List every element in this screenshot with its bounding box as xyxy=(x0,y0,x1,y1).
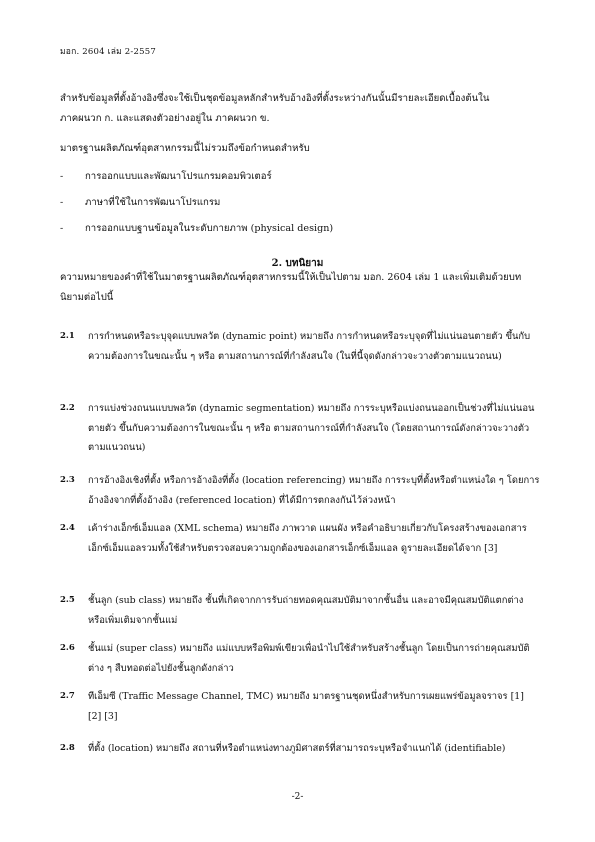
standard-reference-header: มอก. 2604 เล่ม 2-2557 xyxy=(60,47,156,57)
bullet-dash: - xyxy=(60,223,64,234)
section-intro-line-2: นิยามต่อไปนี้ xyxy=(60,292,114,303)
definition-text: การแบ่งช่วงถนนแบบพลวัต (dynamic segmentation) หมายถึง การระบุหรือแบ่งถนนออกเป็นช่วงที่ไม่แน่นอนตายตัว ขึ้นกับความต้องการในขณะนั้น ๆ หรือ ตามสถานการณ์ที่กำลังสนใจ (โดยสถานการณ์ดังกล่าวจะวางตัวตามแนวถนน) xyxy=(88,403,535,453)
page-number: -2- xyxy=(291,792,304,802)
definition-number: 2.3 xyxy=(60,475,75,485)
definition-number: 2.8 xyxy=(60,743,75,753)
definition-text: เค้าร่างเอ็กซ์เอ็มแอล (XML schema) หมายถึง ภาพวาด แผนผัง หรือคำอธิบายเกี่ยวกับโครงสร้างของเอกสารเอ็กซ์เอ็มแอลรวมทั้งใช้สำหรับตรวจสอบความถูกต้องของเอกสารเอ็กซ์เอ็มแอล ดูรายละเอียดได้จาก [3] xyxy=(88,523,527,554)
definition-text: การอ้างอิงเชิงที่ตั้ง หรือการอ้างอิงที่ตั้ง (location referencing) หมายถึง การระบุที่ตั้งหรือตำแหน่งใด ๆ โดยการอ้างอิงจากที่ตั้งอ้างอิง (referenced location) ที่ได้มีการตกลงกันไว้ล่วงหน้า xyxy=(88,475,540,506)
definition-text: การกำหนดหรือระบุจุดแบบพลวัต (dynamic point) หมายถึง การกำหนดหรือระบุจุดที่ไม่แน่นอนตายตัว ขึ้นกับความต้องการในขณะนั้น ๆ หรือ ตามสถานการณ์ที่กำลังสนใจ (ในที่นี้จุดดังกล่าวจะวางตัวตามแนวถนน) xyxy=(88,331,531,362)
intro-paragraph xyxy=(60,89,538,129)
section-intro-paragraph xyxy=(60,268,538,308)
section-intro-line-1: ความหมายของคำที่ใช้ในมาตรฐานผลิตภัณฑ์อุตสาหกรรมนี้ให้เป็นไปตาม มอก. 2604 เล่ม 1 และเพิ่มเติมด้วยบท xyxy=(60,272,522,283)
scope-exclusion-line: มาตรฐานผลิตภัณฑ์อุตสาหกรรมนี้ไม่รวมถึงข้อกำหนดสำหรับ xyxy=(60,143,310,154)
section-title: 2. บทนิยาม xyxy=(271,258,324,269)
definition-number: 2.2 xyxy=(60,403,75,413)
definition-number: 2.6 xyxy=(60,643,75,653)
bullet-dash: - xyxy=(60,171,64,182)
exclusion-text: การออกแบบและพัฒนาโปรแกรมคอมพิวเตอร์ xyxy=(85,171,272,182)
definition-text: ชั้นลูก (sub class) หมายถึง ชั้นที่เกิดจากการรับถ่ายทอดคุณสมบัติมาจากชั้นอื่น และอาจมีคุณสมบัติแตกต่างหรือเพิ่มเติมจากชั้นแม่ xyxy=(88,595,524,626)
exclusion-text: ภาษาที่ใช้ในการพัฒนาโปรแกรม xyxy=(85,197,221,208)
definition-text: ที่ตั้ง (location) หมายถึง สถานที่หรือตำแหน่งทางภูมิศาสตร์ที่สามารถระบุหรือจำแนกได้ (identifiable) xyxy=(88,743,506,754)
definition-number: 2.7 xyxy=(60,691,75,701)
definition-text: ทีเอ็มซี (Traffic Message Channel, TMC) หมายถึง มาตรฐานชุดหนึ่งสำหรับการเผยแพร่ข้อมูลจราจร [1] [2] [3] xyxy=(88,691,524,722)
definition-number: 2.5 xyxy=(60,595,75,605)
intro-line-1: สำหรับข้อมูลที่ตั้งอ้างอิงซึ่งจะใช้เป็นชุดข้อมูลหลักสำหรับอ้างอิงที่ตั้งระหว่างกันนั้นมีรายละเอียดเบื้องต้นใน xyxy=(60,93,490,104)
definition-number: 2.1 xyxy=(60,331,75,341)
exclusion-text: การออกแบบฐานข้อมูลในระดับกายภาพ (physical design) xyxy=(85,223,334,234)
bullet-dash: - xyxy=(60,197,64,208)
intro-line-2: ภาคผนวก ก. และแสดงตัวอย่างอยู่ใน ภาคผนวก ข. xyxy=(60,113,270,124)
definition-number: 2.4 xyxy=(60,523,75,533)
definition-text: ชั้นแม่ (super class) หมายถึง แม่แบบหรือพิมพ์เขียวเพื่อนำไปใช้สำหรับสร้างชั้นลูก โดยเป็นการถ่ายคุณสมบัติต่าง ๆ สืบทอดต่อไปยังชั้นลูกดังกล่าว xyxy=(88,643,530,674)
